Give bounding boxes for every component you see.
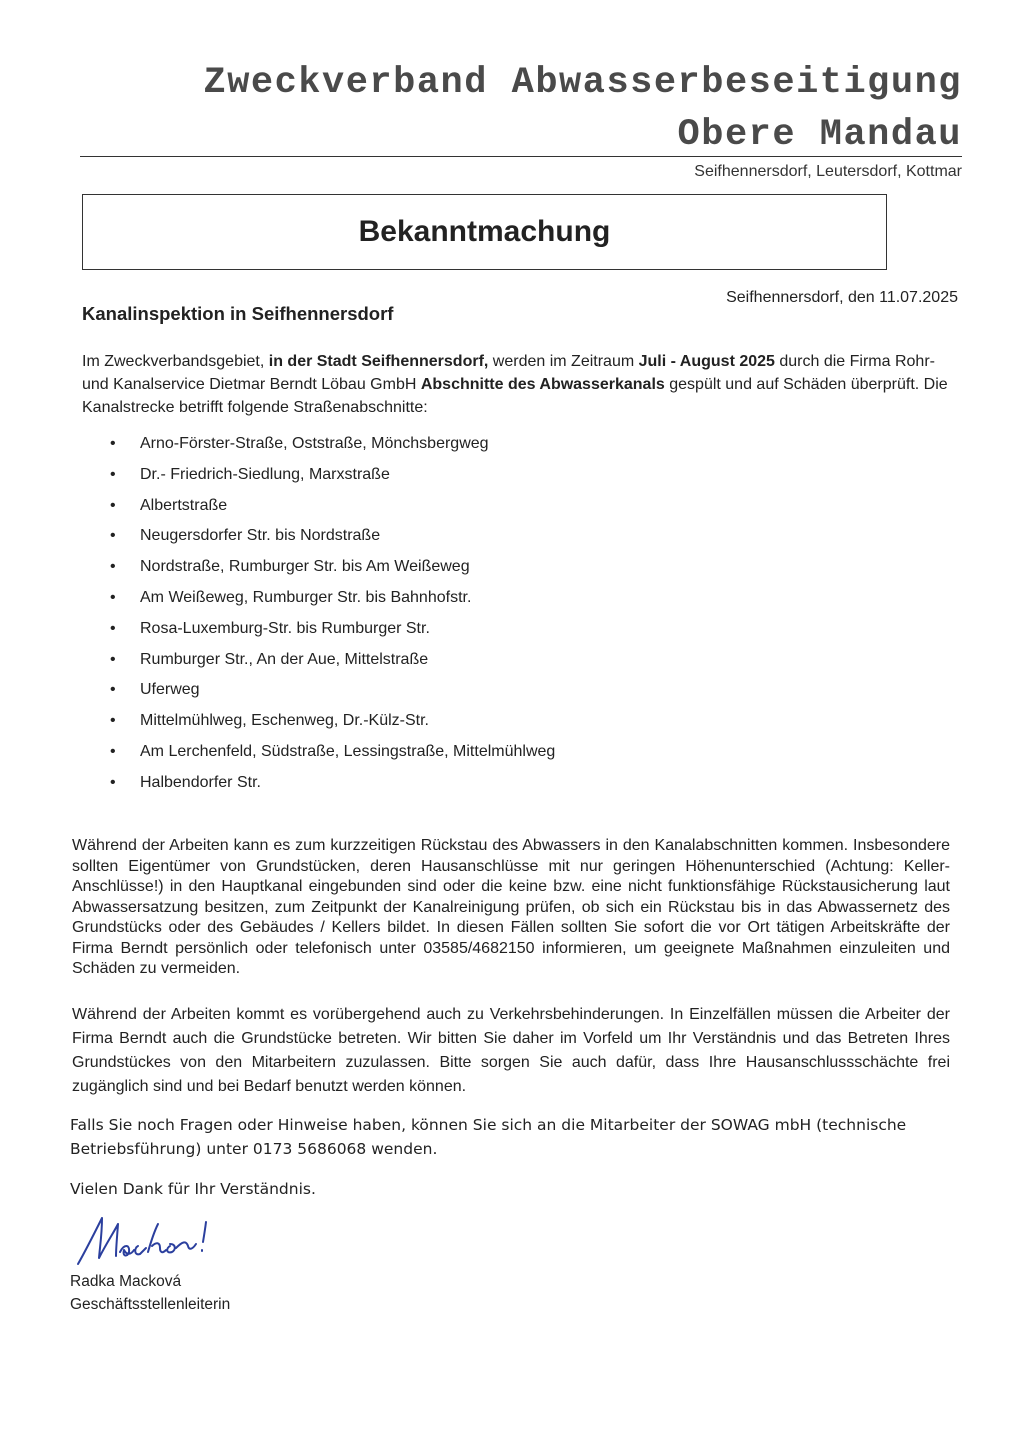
backflow-paragraph: Während der Arbeiten kann es zum kurzzeitigen Rückstau des Abwassers in den Kanalabschnitten kommen. Insbesondere sollten Eigentümer von Grundstücken, deren Hausanschlüsse mit nur geringen Höhenunterschied (Achtung: Keller- Anschlüsse!) in den Hauptkanal eingebunden sind oder die keine bzw. eine nicht funktionsfähige Rückstausicherung laut Abwassersatzung besitzen, zum Zeitpunkt der Kanalreinigung prüfen, ob sich ein Rückstau bis in das Abwassernetz des Grundstücks oder des Gebäudes / Kellers bildet. In diesen Fällen sollten Sie sofort die vor Ort tätigen Arbeitskräfte der Firma Berndt persönlich oder telefonisch unter 03585/4682150 informieren, um geeignete Maßnahmen einzuleiten und Schäden zu vermeiden. [72,837,950,977]
list-item [110,496,555,527]
organization-name: Zweckverband Abwasserbeseitigung [203,62,962,104]
list-item [110,773,555,804]
notice-title: Bekanntmachung [358,215,611,248]
list-item [110,526,555,557]
intro-paragraph [82,350,960,419]
street-text: Nordstraße, Rumburger Str. bis Am Weißeweg [140,558,470,576]
bullet-icon: • [110,527,116,545]
header-divider [80,156,962,157]
bullet-icon: • [110,712,116,730]
signatory-name: Radka Macková [70,1273,182,1290]
street-text: Mittelmühlweg, Eschenweg, Dr.-Külz-Str. [140,712,429,730]
intro-text-1: Im Zweckverbandsgebiet, [82,353,269,370]
bullet-icon: • [110,650,116,668]
list-item [110,557,555,588]
bullet-icon: • [110,681,116,699]
street-text: Rosa-Luxemburg-Str. bis Rumburger Str. [140,619,430,637]
bullet-icon: • [110,558,116,576]
notice-subject: Kanalinspektion in Seifhennersdorf [82,303,394,324]
list-item [110,619,555,650]
intro-bold-city: in der Stadt Seifhennersdorf, [268,353,489,370]
closing-thanks: Vielen Dank für Ihr Verständnis. [70,1180,316,1198]
bullet-icon: • [110,435,116,452]
intro-text-2: werden im Zeitraum [488,353,639,370]
notice-title-box [82,194,887,270]
street-text: Arno-Förster-Straße, Oststraße, Mönchsbergweg [140,435,489,452]
list-item [110,650,555,681]
traffic-paragraph: Während der Arbeiten kommt es vorübergehend auch zu Verkehrsbehinderungen. In Einzelfällen müssen die Arbeiter der Firma Berndt auch die Grundstücke betreten. Wir bitten Sie daher im Vorfeld um Ihr Verständnis und das Betreten Ihres Grundstückes von den Mitarbeitern zuzulassen. Bitte sorgen Sie auch dafür, dass Ihre Hausanschlussschächte frei zugänglich sind und bei Bedarf benutzt werden können. [72,1006,950,1095]
bullet-icon: • [110,588,116,606]
bullet-icon: • [110,619,116,637]
list-item [110,588,555,619]
intro-text-4: gespült und auf Schäden überprüft. Die Kanalstrecke betrifft folgende Straßenabschnitte: [82,376,948,416]
street-text: Albertstraße [140,496,228,514]
street-text: Neugersdorfer Str. bis Nordstraße [140,527,381,545]
intro-bold-sections: Abschnitte des Abwasserkanals [420,376,665,393]
bullet-icon: • [110,742,116,760]
bullet-icon: • [110,773,116,791]
contact-paragraph: Falls Sie noch Fragen oder Hinweise haben, können Sie sich an die Mitarbeiter der SOWAG mbH (technische Betriebsführung) unter 0173 5686068 wenden. [70,1116,907,1158]
intro-bold-period: Juli - August 2025 [638,353,775,370]
bullet-icon: • [110,465,116,483]
list-item [110,465,555,496]
list-item [110,680,555,711]
street-text: Halbendorfer Str. [140,773,261,791]
street-text: Am Weißeweg, Rumburger Str. bis Bahnhofstr. [140,588,472,606]
list-item [110,434,555,465]
place-date: Seifhennersdorf, den 11.07.2025 [726,289,958,306]
bullet-icon: • [110,496,116,514]
signature-image [72,1212,222,1272]
member-towns: Seifhennersdorf, Leutersdorf, Kottmar [694,163,962,180]
list-item [110,711,555,742]
street-text: Am Lerchenfeld, Südstraße, Lessingstraße, Mittelmühlweg [140,742,556,760]
list-item [110,742,555,773]
street-list [110,434,555,804]
street-text: Uferweg [140,681,200,699]
intro-text-3: durch die Firma Rohr- und Kanalservice Dietmar Berndt Löbau GmbH [82,353,935,393]
street-text: Rumburger Str., An der Aue, Mittelstraße [140,650,429,668]
street-text: Dr.- Friedrich-Siedlung, Marxstraße [140,465,390,483]
organization-subtitle: Obere Mandau [677,114,962,156]
signatory-role: Geschäftsstellenleiterin [70,1296,231,1313]
